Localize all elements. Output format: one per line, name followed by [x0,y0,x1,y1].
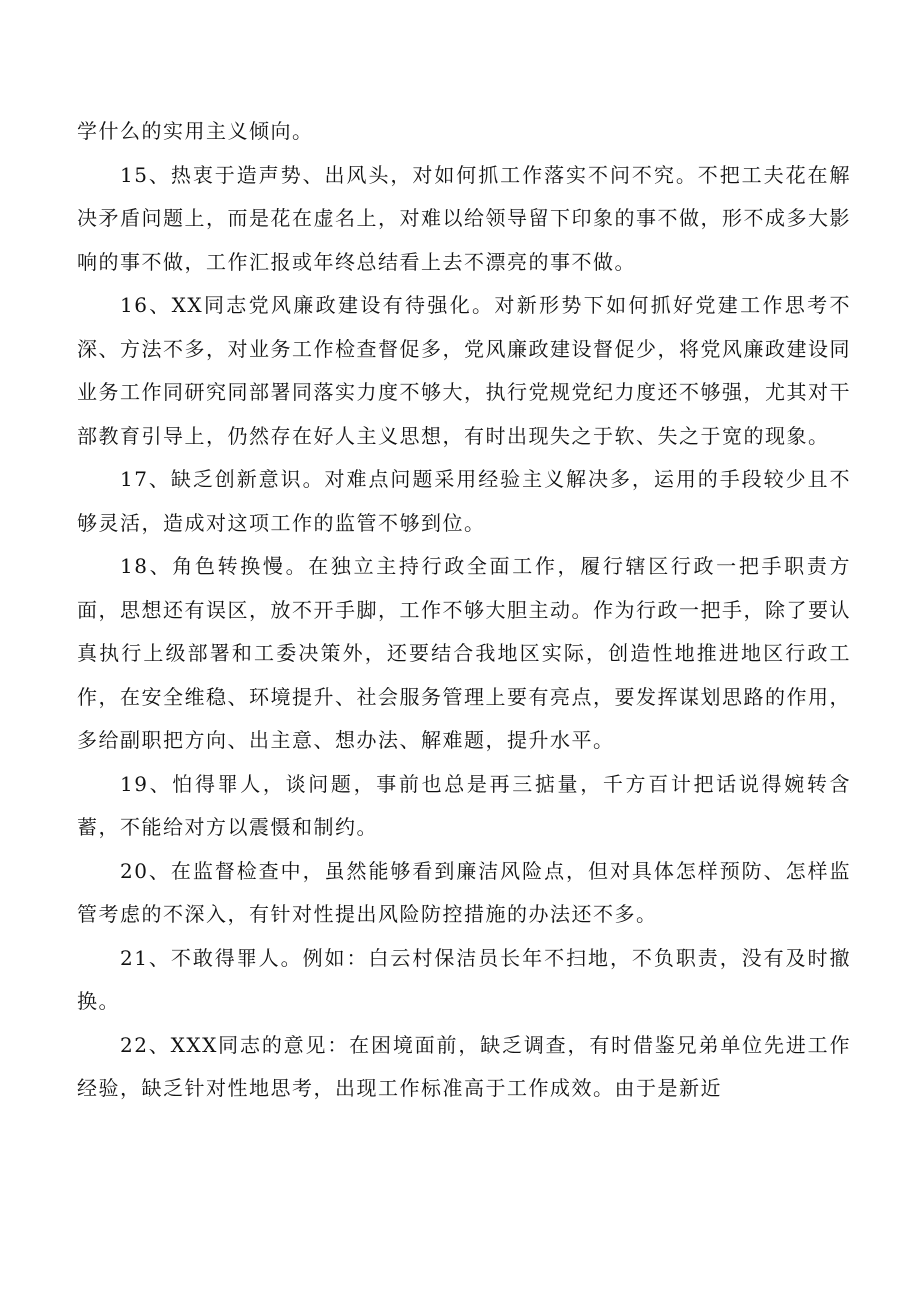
paragraph-item-20: 20、在监督检查中，虽然能够看到廉洁风险点，但对具体怎样预防、怎样监管考虑的不深入，有针对性提出风险防控措施的办法还不多。 [77,858,851,926]
document-body [77,110,851,1111]
paragraph-item-19: 19、怕得罪人，谈问题，事前也总是再三掂量，千方百计把话说得婉转含蓄，不能给对方以震慑和制约。 [77,771,851,839]
paragraph-continuation: 学什么的实用主义倾向。 [77,119,314,143]
paragraph-item-16: 16、XX同志党风廉政建设有待强化。对新形势下如何抓好党建工作思考不深、方法不多，对业务工作检查督促多，党风廉政建设督促少，将党风廉政建设同业务工作同研究同部署同落实力度不够大，执行党规党纪力度还不够强，尤其对干部教育引导上，仍然存在好人主义思想，有时出现失之于软、失之于宽的现象。 [77,293,851,448]
paragraph-item-15: 15、热衷于造声势、出风头，对如何抓工作落实不问不究。不把工夫花在解决矛盾问题上，而是花在虚名上，对难以给领导留下印象的事不做，形不成多大影响的事不做，工作汇报或年终总结看上去不漂亮的事不做。 [77,162,851,274]
paragraph-item-18: 18、角色转换慢。在独立主持行政全面工作，履行辖区行政一把手职责方面，思想还有误区，放不开手脚，工作不够大胆主动。作为行政一把手，除了要认真执行上级部署和工委决策外，还要结合我地区实际，创造性地推进地区行政工作，在安全维稳、环境提升、社会服务管理上要有亮点，要发挥谋划思路的作用，多给副职把方向、出主意、想办法、解难题，提升水平。 [77,554,851,752]
paragraph-item-21: 21、不敢得罪人。例如：白云村保洁员长年不扫地，不负职责，没有及时撤换。 [77,945,851,1013]
paragraph-item-17: 17、缺乏创新意识。对难点问题采用经验主义解决多，运用的手段较少且不够灵活，造成对这项工作的监管不够到位。 [77,467,851,535]
paragraph-item-22: 22、XXX同志的意见：在困境面前，缺乏调查，有时借鉴兄弟单位先进工作经验，缺乏针对性地思考，出现工作标准高于工作成效。由于是新近 [77,1032,851,1100]
